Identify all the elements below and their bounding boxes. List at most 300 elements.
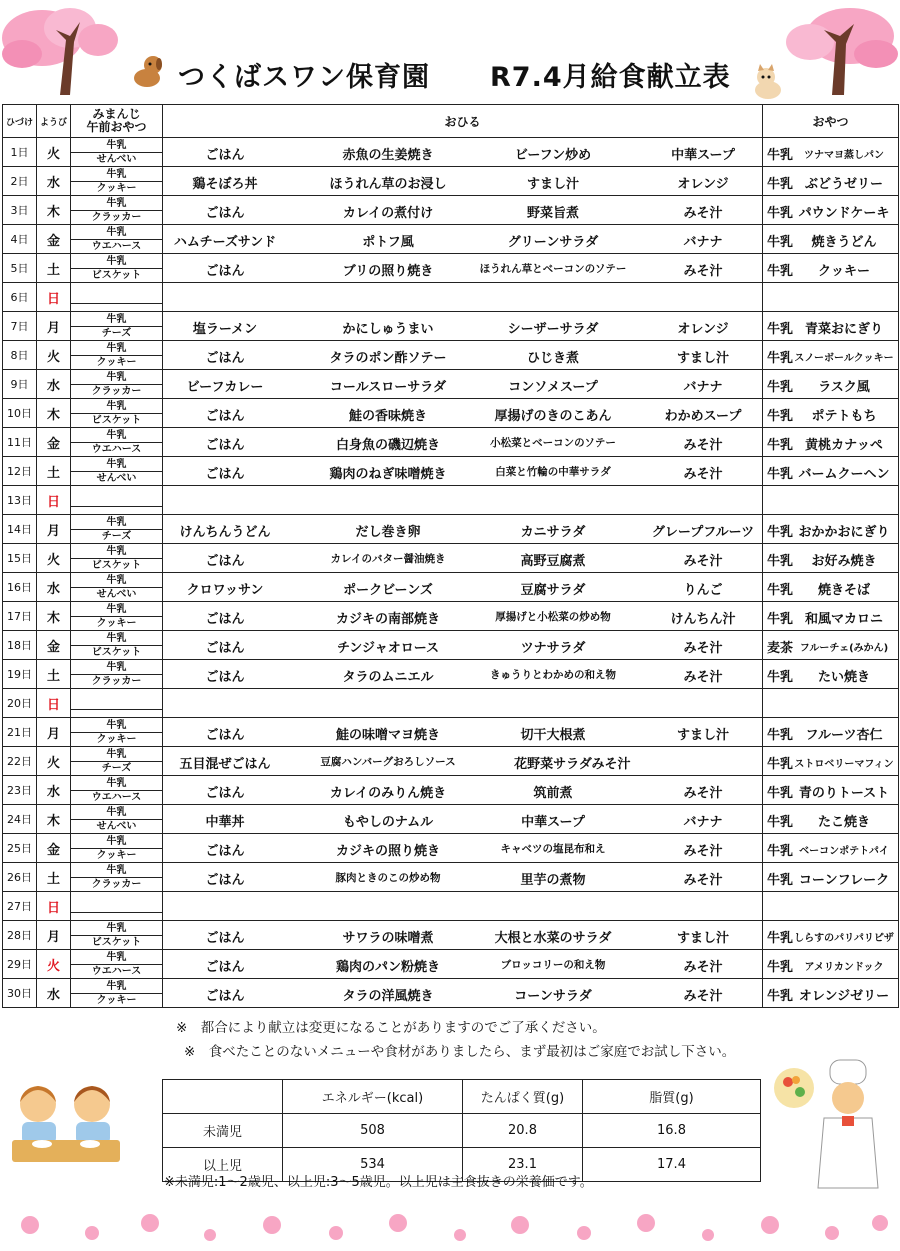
afternoon-drink: 牛乳 [767,960,794,975]
weekday-cell: 土 [37,863,71,892]
afternoon-snack-cell [763,196,899,225]
weekday-cell: 木 [37,805,71,834]
lunch-item: カレイのバター醤油焼き [330,553,446,565]
lunch-cell [163,167,763,196]
afternoon-drink: 牛乳 [767,583,794,598]
morning-snack-item: クッキー [96,356,137,368]
lunch-cell [163,602,763,631]
weekday-cell: 木 [37,602,71,631]
afternoon-snack-item: ポテトもち [811,409,877,424]
lunch-item: けんちん汁 [670,612,736,627]
day-cell: 8日 [3,341,37,370]
lunch-item: ごはん [205,612,245,627]
afternoon-drink: 牛乳 [767,148,794,163]
day-cell: 30日 [3,979,37,1008]
lunch-item: シーザーサラダ [507,322,599,337]
lunch-item: オレンジ [677,177,729,192]
nutrition-cell: 17.4 [583,1148,761,1182]
nutrition-cell: 20.8 [463,1114,583,1148]
afternoon-drink: 牛乳 [767,554,794,569]
morning-drink: 牛乳 [71,632,162,646]
lunch-item: ごはん [205,351,245,366]
morning-drink: 牛乳 [71,342,162,356]
morning-drink: 牛乳 [71,400,162,414]
afternoon-snack-cell [763,544,899,573]
afternoon-snack-item: ベーコンポテトパイ [799,846,889,857]
morning-drink: 牛乳 [71,371,162,385]
weekday-cell: 水 [37,776,71,805]
lunch-item: ごはん [205,467,245,482]
day-cell: 18日 [3,631,37,660]
lunch-item: ごはん [205,148,245,163]
menu-row [3,602,899,631]
lunch-item: ほうれん草のお浸し [329,177,447,192]
afternoon-drink: 牛乳 [767,931,794,946]
lunch-item: ビーフカレー [186,380,264,395]
morning-snack-item: ウエハース [91,240,142,252]
morning-drink: 牛乳 [71,168,162,182]
afternoon-snack-item: スノーボールクッキー [794,353,894,364]
weekday-cell: 水 [37,370,71,399]
lunch-item: ツナサラダ [520,641,586,656]
lunch-item: タラのムニエル [342,670,434,685]
blossom-border-decoration [0,1205,900,1251]
lunch-item: ごはん [205,931,245,946]
afternoon-drink: 牛乳 [767,235,794,250]
afternoon-snack-item: ツナマヨ蒸しパン [804,150,884,161]
day-cell: 10日 [3,399,37,428]
morning-snack-cell [71,834,163,863]
afternoon-drink: 牛乳 [767,873,794,888]
morning-snack-cell [71,486,163,515]
afternoon-snack-item: オレンジゼリー [798,989,890,1004]
lunch-item: グレープフルーツ [651,525,755,540]
lunch-item: みそ汁 [683,206,723,221]
menu-row [3,428,899,457]
weekday-cell: 金 [37,631,71,660]
lunch-item: 里芋の煮物 [520,873,586,888]
afternoon-snack-cell [763,167,899,196]
afternoon-snack-cell [763,689,899,718]
afternoon-snack-cell [763,950,899,979]
day-cell: 19日 [3,660,37,689]
lunch-item: 五目混ぜごはん [179,757,271,772]
afternoon-drink: 牛乳 [767,612,794,627]
afternoon-snack-item: ストロベリーマフィン [794,759,894,770]
nutrition-cell: 23.1 [463,1148,583,1182]
weekday-cell: 火 [37,950,71,979]
day-cell: 26日 [3,863,37,892]
morning-drink: 牛乳 [71,719,162,733]
lunch-item: ごはん [205,264,245,279]
lunch-item: 鶏肉のねぎ味噌焼き [329,467,447,482]
morning-drink: 牛乳 [71,226,162,240]
sunday-row [3,283,899,312]
nutrition-table [162,1079,761,1182]
lunch-item: コンソメスープ [508,380,598,395]
lunch-cell [163,660,763,689]
afternoon-snack-cell [763,718,899,747]
afternoon-drink: 牛乳 [767,728,794,743]
lunch-cell [163,689,763,718]
morning-snack-item: ウエハース [91,443,142,455]
lunch-item: コールスローサラダ [329,380,447,395]
menu-row [3,863,899,892]
morning-snack-item: ビスケット [91,414,142,426]
lunch-item: わかめスープ [664,409,742,424]
morning-snack-cell [71,689,163,718]
weekday-cell: 火 [37,341,71,370]
weekday-cell: 水 [37,573,71,602]
lunch-cell [163,196,763,225]
day-cell: 29日 [3,950,37,979]
menu-row [3,515,899,544]
afternoon-drink: 牛乳 [767,786,794,801]
afternoon-snack-cell [763,399,899,428]
day-cell: 23日 [3,776,37,805]
lunch-item: 豚肉ときのこの炒め物 [335,872,441,884]
afternoon-snack-item: フルーチェ(みかん) [799,643,889,654]
day-cell: 27日 [3,892,37,921]
afternoon-snack-cell [763,660,899,689]
morning-snack-item: クラッカー [91,385,142,397]
afternoon-snack-item: 焼きそば [817,583,871,598]
morning-snack-cell [71,573,163,602]
afternoon-drink: 牛乳 [767,177,794,192]
afternoon-snack-item: フルーツ杏仁 [805,728,883,743]
afternoon-drink: 牛乳 [767,351,794,366]
lunch-item: 赤魚の生姜焼き [342,148,434,163]
weekday-cell: 日 [37,486,71,515]
weekday-cell: 日 [37,689,71,718]
morning-drink: 牛乳 [71,516,162,530]
lunch-cell [163,805,763,834]
day-cell: 22日 [3,747,37,776]
lunch-item: だし巻き卵 [355,525,421,540]
nutrition-row [163,1114,761,1148]
afternoon-drink: 牛乳 [767,206,794,221]
afternoon-drink: 牛乳 [767,525,794,540]
day-cell: 17日 [3,602,37,631]
lunch-cell [163,631,763,660]
afternoon-snack-cell [763,602,899,631]
weekday-cell: 日 [37,283,71,312]
nutrition-header-cell: 脂質(g) [583,1080,761,1114]
lunch-item: グリーンサラダ [507,235,599,250]
afternoon-snack-cell [763,631,899,660]
morning-drink: 牛乳 [71,980,162,994]
lunch-cell [163,225,763,254]
lunch-item: 鮭の香味焼き [348,409,428,424]
note-2: ※ 食べたことのないメニューや食材がありましたら、まず最初はご家庭でお試し下さい。 [184,1044,736,1060]
lunch-item: ごはん [205,786,245,801]
day-cell: 3日 [3,196,37,225]
cherry-tree-right-illustration [770,0,900,100]
header-lunch: おひる [163,105,763,138]
day-cell: 5日 [3,254,37,283]
morning-drink: 牛乳 [71,574,162,588]
morning-snack-cell [71,776,163,805]
lunch-item: 白菜と竹輪の中華サラダ [495,466,611,478]
lunch-cell [163,515,763,544]
morning-snack-cell [71,544,163,573]
morning-snack-cell [71,892,163,921]
morning-drink: 牛乳 [71,806,162,820]
lunch-item: ごはん [205,641,245,656]
morning-snack-item: せんべい [96,820,137,832]
lunch-cell [163,486,763,515]
menu-row [3,225,899,254]
morning-drink: 牛乳 [71,313,162,327]
weekday-cell: 月 [37,718,71,747]
menu-row [3,660,899,689]
morning-snack-item: チーズ [101,530,132,542]
lunch-item: バナナ [683,815,723,830]
afternoon-drink: 牛乳 [767,409,794,424]
page-title [178,55,731,94]
lunch-item: みそ汁 [683,554,723,569]
morning-drink: 牛乳 [71,197,162,211]
day-cell: 7日 [3,312,37,341]
morning-snack-cell [71,428,163,457]
menu-row [3,979,899,1008]
weekday-cell: 火 [37,138,71,167]
lunch-cell [163,892,763,921]
nutrition-cell: 16.8 [583,1114,761,1148]
morning-snack-item: クラッカー [91,211,142,223]
morning-snack-item: クッキー [96,617,137,629]
morning-drink: 牛乳 [71,603,162,617]
morning-snack-cell [71,863,163,892]
weekday-cell: 土 [37,660,71,689]
menu-row [3,950,899,979]
lunch-item: ごはん [205,960,245,975]
afternoon-snack-cell [763,515,899,544]
lunch-item: ごはん [205,206,245,221]
morning-drink: 牛乳 [71,458,162,472]
morning-drink: 牛乳 [71,661,162,675]
lunch-item: りんご [683,583,723,598]
morning-snack-item: クッキー [96,849,137,861]
lunch-item: けんちんうどん [179,525,271,540]
afternoon-snack-item: しらすのパリパリピザ [794,933,894,944]
day-cell: 21日 [3,718,37,747]
menu-row [3,921,899,950]
lunch-item: 中華スープ [521,815,585,830]
afternoon-snack-item: パウンドケーキ [798,206,890,221]
lunch-item: かにしゅうまい [342,322,434,337]
header-day: ひづけ [3,105,37,138]
afternoon-snack-cell [763,863,899,892]
menu-row [3,718,899,747]
menu-row [3,138,899,167]
dog-illustration [125,50,165,90]
lunch-item: クロワッサン [186,583,264,598]
lunch-item: 鶏肉のパン粉焼き [335,960,441,975]
lunch-item: 白身魚の磯辺焼き [335,438,441,453]
morning-snack-item: ビスケット [91,646,142,658]
morning-snack-item: クラッカー [91,878,142,890]
afternoon-snack-item: バームクーヘン [798,467,890,482]
lunch-item: ブリの照り焼き [342,264,434,279]
afternoon-snack-cell [763,254,899,283]
afternoon-snack-item: クッキー [817,264,871,279]
menu-row [3,457,899,486]
nutrition-cell: 以上児 [163,1148,283,1182]
day-cell: 16日 [3,573,37,602]
lunch-cell [163,428,763,457]
morning-snack-item: せんべい [96,588,137,600]
afternoon-snack-item: たこ焼き [817,815,871,830]
weekday-cell: 木 [37,196,71,225]
afternoon-snack-cell [763,370,899,399]
morning-drink: 牛乳 [71,139,162,153]
day-cell: 13日 [3,486,37,515]
nutrition-cell: 未満児 [163,1114,283,1148]
nutrition-header-row [163,1080,761,1114]
header-afternoon-snack: おやつ [763,105,899,138]
morning-snack-item: クッキー [96,994,137,1006]
children-eating-illustration [6,1074,126,1166]
lunch-item: ごはん [205,409,245,424]
afternoon-drink: 牛乳 [767,438,794,453]
morning-snack-cell [71,805,163,834]
lunch-item: 塩ラーメン [192,322,258,337]
lunch-item: タラの洋風焼き [342,989,434,1004]
lunch-item: 小松菜とベーコンのソテー [490,437,616,449]
menu-row [3,254,899,283]
lunch-item: みそ汁 [683,264,723,279]
header [0,0,900,104]
morning-snack-item: ビスケット [91,269,142,281]
morning-snack-cell [71,979,163,1008]
lunch-cell [163,921,763,950]
morning-snack-cell [71,747,163,776]
lunch-item: ごはん [205,438,245,453]
lunch-item: キャベツの塩昆布和え [500,843,606,855]
lunch-cell [163,747,763,776]
morning-snack-item: クッキー [96,733,137,745]
morning-drink: 牛乳 [71,255,162,269]
weekday-cell: 金 [37,225,71,254]
weekday-cell: 土 [37,457,71,486]
morning-snack-cell [71,950,163,979]
lunch-item: バナナ [683,380,723,395]
lunch-item: ごはん [205,670,245,685]
afternoon-snack-item: 青のりトースト [798,786,890,801]
lunch-item: 大根と水菜のサラダ [494,931,612,946]
menu-table [2,104,899,1008]
afternoon-drink: 牛乳 [767,380,794,395]
afternoon-snack-cell [763,979,899,1008]
afternoon-snack-cell [763,892,899,921]
afternoon-snack-item: 焼きうどん [811,235,877,250]
morning-snack-cell [71,225,163,254]
lunch-cell [163,341,763,370]
morning-snack-cell [71,167,163,196]
lunch-item: みそ汁 [683,989,723,1004]
afternoon-snack-cell [763,457,899,486]
afternoon-snack-cell [763,341,899,370]
afternoon-snack-cell [763,921,899,950]
afternoon-snack-cell [763,428,899,457]
lunch-item: 高野豆腐煮 [520,554,586,569]
lunch-item: みそ汁 [683,960,723,975]
lunch-cell [163,863,763,892]
lunch-cell [163,573,763,602]
nutrition-cell: 534 [283,1148,463,1182]
morning-snack-item: ウエハース [91,965,142,977]
morning-snack-item: クッキー [96,182,137,194]
school-name: つくばスワン保育園 [178,62,430,93]
menu-month-title: R7.4月給食献立表 [490,62,731,93]
sunday-row [3,689,899,718]
day-cell: 28日 [3,921,37,950]
lunch-cell [163,283,763,312]
weekday-cell: 金 [37,834,71,863]
lunch-item: 豆腐ハンバーグおろしソース [320,756,456,768]
lunch-item: ビーフン炒め [514,148,592,163]
afternoon-snack-cell [763,776,899,805]
menu-row [3,196,899,225]
nutrition-header-cell: エネルギー(kcal) [283,1080,463,1114]
afternoon-snack-item: 黄桃カナッペ [805,438,883,453]
day-cell: 11日 [3,428,37,457]
afternoon-snack-cell [763,312,899,341]
morning-drink: 牛乳 [71,429,162,443]
afternoon-snack-item: 和風マカロニ [804,612,884,627]
lunch-item: ひじき煮 [526,351,580,366]
weekday-cell: 金 [37,428,71,457]
morning-drink: 牛乳 [71,748,162,762]
afternoon-snack-item: ラスク風 [818,380,870,395]
menu-row [3,805,899,834]
note-1: ※ 都合により献立は変更になることがありますのでご了承ください。 [176,1020,606,1036]
lunch-item: みそ汁 [683,670,723,685]
lunch-cell [163,457,763,486]
day-cell: 12日 [3,457,37,486]
header-weekday: ようび [37,105,71,138]
day-cell: 4日 [3,225,37,254]
lunch-item: すまし汁 [676,351,730,366]
lunch-item: ブロッコリーの和え物 [500,959,606,971]
nutrition-header-cell: たんぱく質(g) [463,1080,583,1114]
lunch-item: ハムチーズサンド [173,235,277,250]
lunch-item: みそ汁 [683,467,723,482]
afternoon-drink: 麦茶 [767,641,794,656]
chef-illustration [772,1058,888,1194]
lunch-item: バナナ [683,235,723,250]
afternoon-drink: 牛乳 [767,467,794,482]
lunch-item: みそ汁 [683,438,723,453]
morning-drink: 牛乳 [71,951,162,965]
menu-row [3,631,899,660]
afternoon-drink: 牛乳 [767,264,794,279]
lunch-item: 鮭の味噌マヨ焼き [335,728,441,743]
lunch-item: タラのポン酢ソテー [329,351,447,366]
weekday-cell: 木 [37,399,71,428]
lunch-item: 中華丼 [205,815,245,830]
morning-snack-cell [71,457,163,486]
lunch-item: オレンジ [677,322,729,337]
lunch-item: カレイのみりん焼き [329,786,447,801]
lunch-item: カジキの南部焼き [335,612,441,627]
weekday-cell: 月 [37,515,71,544]
lunch-cell [163,950,763,979]
lunch-item: 鶏そぼろ丼 [192,177,258,192]
menu-header-row [3,105,899,138]
menu-row [3,544,899,573]
